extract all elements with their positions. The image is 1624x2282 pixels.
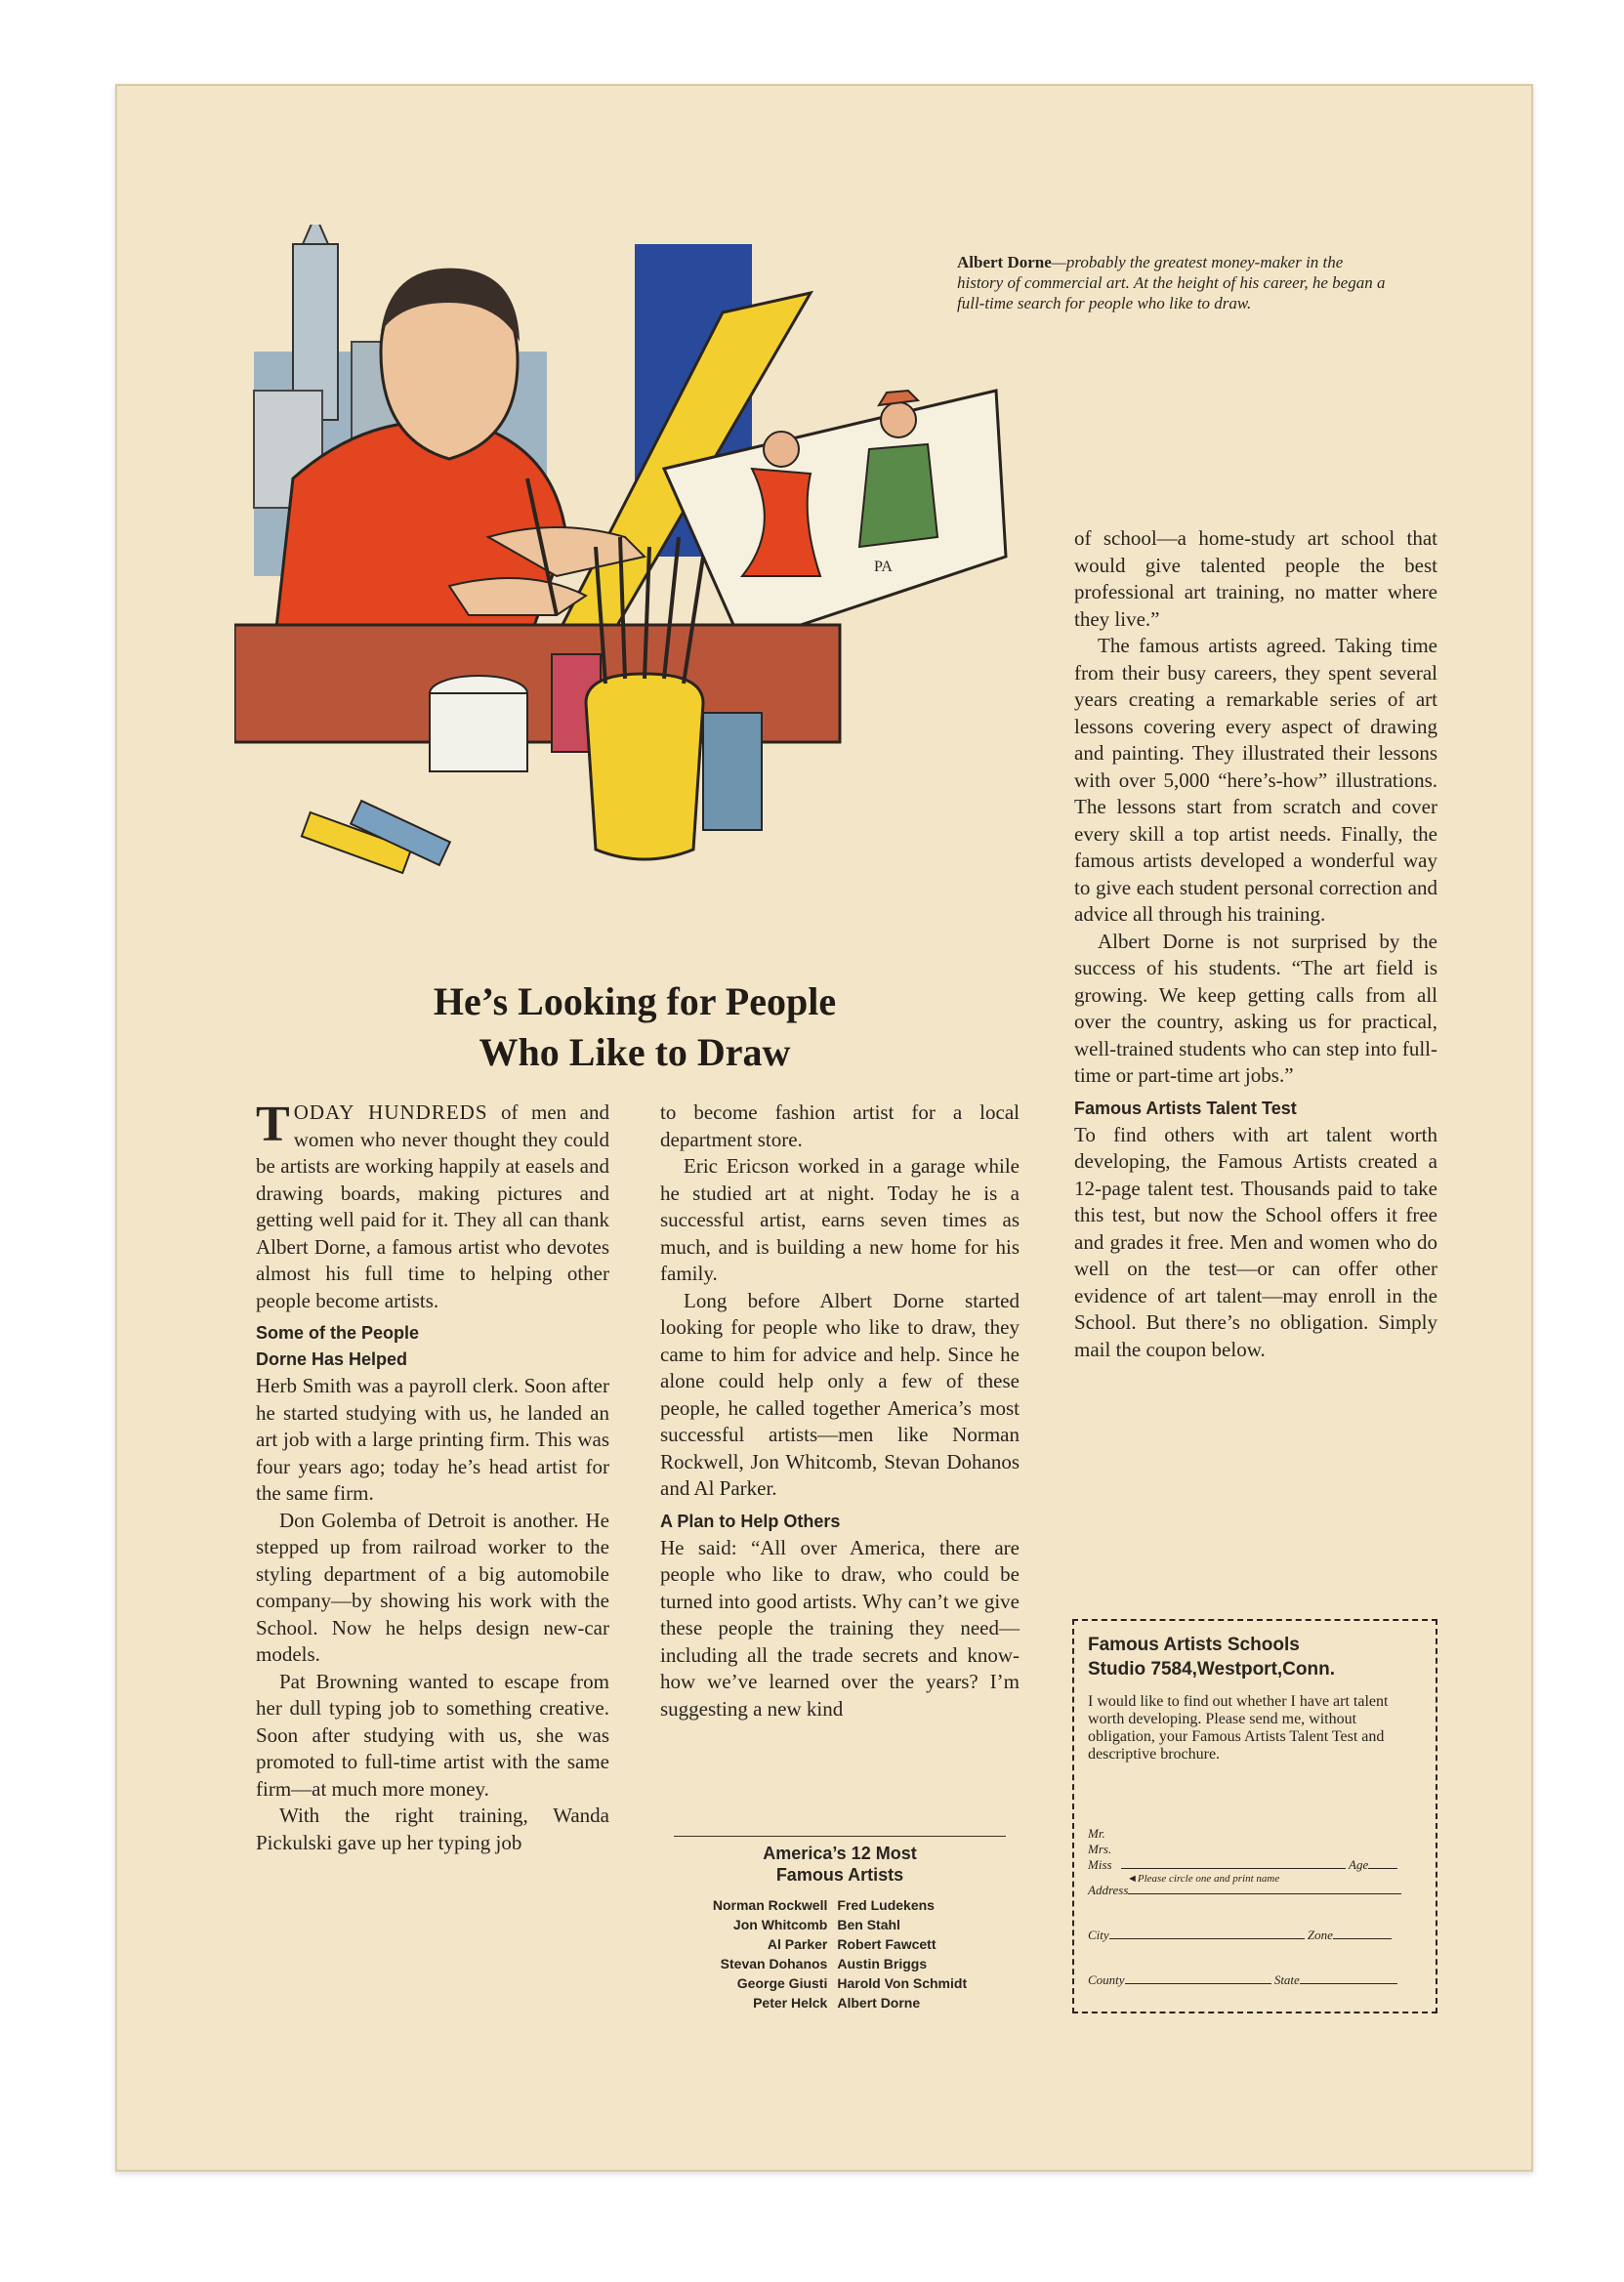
artist-row: Al Parker Robert Fawcett: [767, 1936, 937, 1952]
coupon-name-row[interactable]: [1088, 1826, 1422, 1885]
coupon-body: I would like to find out whether I have art talent worth developing. Please send me, without obligation, your Famous Artists Talent Test and descriptive brochure.: [1088, 1693, 1389, 1763]
salutation-label: Mr. Mrs. Miss: [1088, 1826, 1112, 1872]
age-label: Age: [1349, 1857, 1369, 1872]
lead-small-caps: ODAY HUNDREDS: [293, 1100, 488, 1124]
caption-name: Albert Dorne: [957, 253, 1052, 271]
county-field[interactable]: [1125, 1983, 1271, 1984]
article-column-1: [256, 1097, 609, 1856]
paragraph: Herb Smith was a payroll clerk. Soon after he started studying with us, he landed an art job with a large printing firm. This was four years ago; today he’s head artist for the same firm.: [256, 1374, 609, 1505]
paragraph: Don Golemba of Detroit is another. He stepped up from railroad worker to the styling department of a big automobile company—by showing his work with the School. Now he helps design new-car models.: [256, 1508, 609, 1666]
artist-row: Jon Whitcomb Ben Stahl: [732, 1917, 900, 1932]
state-field[interactable]: [1300, 1983, 1397, 1984]
artist-row: Norman Rockwell Fred Ludekens: [712, 1897, 935, 1913]
headline: [293, 976, 977, 1078]
subhead-people-helped: Some of the People Dorne Has Helped: [256, 1323, 420, 1369]
coupon-header: [1088, 1633, 1422, 1681]
address-field[interactable]: [1128, 1893, 1401, 1894]
paragraph: Eric Ericson worked in a garage while he studied art at night. Today he is a successful artist, earns seven times as much, and is building a new home for his family.: [660, 1154, 1020, 1285]
paragraph: Pat Browning wanted to escape from her dull typing job to something creative. Soon after studying with us, she was promoted to full-time artist with the same firm—at much more money.: [256, 1669, 609, 1801]
subhead-plan: A Plan to Help Others: [660, 1511, 841, 1531]
article-column-3: [1074, 525, 1437, 1363]
artist-row: Stevan Dohanos Austin Briggs: [720, 1956, 928, 1971]
age-field[interactable]: [1368, 1868, 1397, 1869]
artist-illustration: [234, 225, 1016, 947]
coupon-city-row[interactable]: [1088, 1928, 1422, 1943]
artist-row: George Giusti Harold Von Schmidt: [736, 1975, 968, 1991]
name-field[interactable]: [1121, 1868, 1346, 1869]
county-label: County: [1088, 1972, 1125, 1987]
zone-field[interactable]: [1333, 1938, 1392, 1939]
coupon-address: Studio 7584,Westport,Conn.: [1088, 1659, 1336, 1680]
state-label: State: [1273, 1972, 1300, 1987]
coupon-address-row[interactable]: [1088, 1883, 1422, 1898]
subhead-talent-test: Famous Artists Talent Test: [1074, 1098, 1297, 1118]
headline-line-1: He’s Looking for People: [433, 979, 837, 1023]
paragraph: Long before Albert Dorne started looking for people who like to draw, they came to him for advice and help. Since he alone could help only a few of these people, he called together America’s most successful artists—men like Norman Rockwell, Jon Whitcomb, Stevan Dohanos and Al Parker.: [660, 1288, 1020, 1500]
artist-row: Peter Helck Albert Dorne: [753, 1995, 921, 2011]
paragraph: With the right training, Wanda Pickulski gave up her typing job: [256, 1804, 609, 1854]
intro-text: of men and women who never thought they could be artists are working happily at easels and drawing boards, making pictures and getting well paid for it. They all can thank Albert Dorne, a famous artist who devotes almost his full time to helping other people become artists.: [256, 1100, 609, 1312]
paragraph: To find others with art talent worth developing, the Famous Artists created a 12-page talent test. Thousands paid to take this test, but now the School offers it free and grades it free. Men and women who do well on the test—or can offer other evidence of art talent—may enroll in the School. But there’s no obligation. Simply mail the coupon below.: [1074, 1122, 1437, 1361]
artists-title-2: Famous Artists: [775, 1865, 904, 1885]
drawing-signature: PA: [874, 559, 893, 575]
paragraph: of school—a home-study art school that would give talented people the best professional art training, no matter where they live.”: [1074, 526, 1437, 631]
coupon-county-row[interactable]: [1088, 1972, 1422, 1988]
intro-paragraph: [256, 1097, 609, 1314]
mail-coupon[interactable]: [1072, 1619, 1437, 2013]
name-hint: ◄Please circle one and print name: [1127, 1873, 1280, 1885]
headline-line-2: Who Like to Draw: [479, 1030, 791, 1074]
illustration-caption: [957, 252, 1387, 313]
city-field[interactable]: [1109, 1938, 1305, 1939]
paragraph: He said: “All over America, there are people who like to draw, who could be turned into good artists. Why can’t we give these people the training they need—including all the trade secrets and know-how we’ve learned over the years? I’m suggesting a new kind: [660, 1535, 1020, 1721]
caption-text: —probably the greatest money-maker in the history of commercial art. At the height of his career, he began a full-time search for people who like to draw.: [957, 253, 1386, 312]
artists-table: [708, 1895, 972, 2012]
famous-artists-list: [654, 1836, 1025, 2012]
drop-cap: T: [256, 1097, 290, 1152]
article-column-2: [660, 1100, 1020, 1722]
brush-jar: [586, 674, 703, 859]
city-label: City: [1088, 1928, 1109, 1942]
address-label: Address: [1088, 1883, 1129, 1897]
coupon-school-name: Famous Artists Schools: [1088, 1635, 1300, 1655]
paragraph: Albert Dorne is not surprised by the success of his students. “The art field is growing. We keep getting calls from all over the country, asking us for practical, well-trained students who can step into full-time or part-time art jobs.”: [1074, 929, 1437, 1087]
paragraph: The famous artists agreed. Taking time from their busy careers, they spent several years creating a remarkable series of art lessons covering every aspect of drawing and painting. They illustrated their lessons with over 5,000 “here’s-how” illustrations. The lessons start from scratch and cover every skill a top artist needs. Finally, the famous artists developed a wonderful way to give each student personal correction and advice all through his training.: [1074, 634, 1437, 926]
artists-title-1: America’s 12 Most: [763, 1844, 917, 1863]
paragraph: to become fashion artist for a local department store.: [660, 1100, 1020, 1151]
zone-label: Zone: [1307, 1928, 1333, 1942]
